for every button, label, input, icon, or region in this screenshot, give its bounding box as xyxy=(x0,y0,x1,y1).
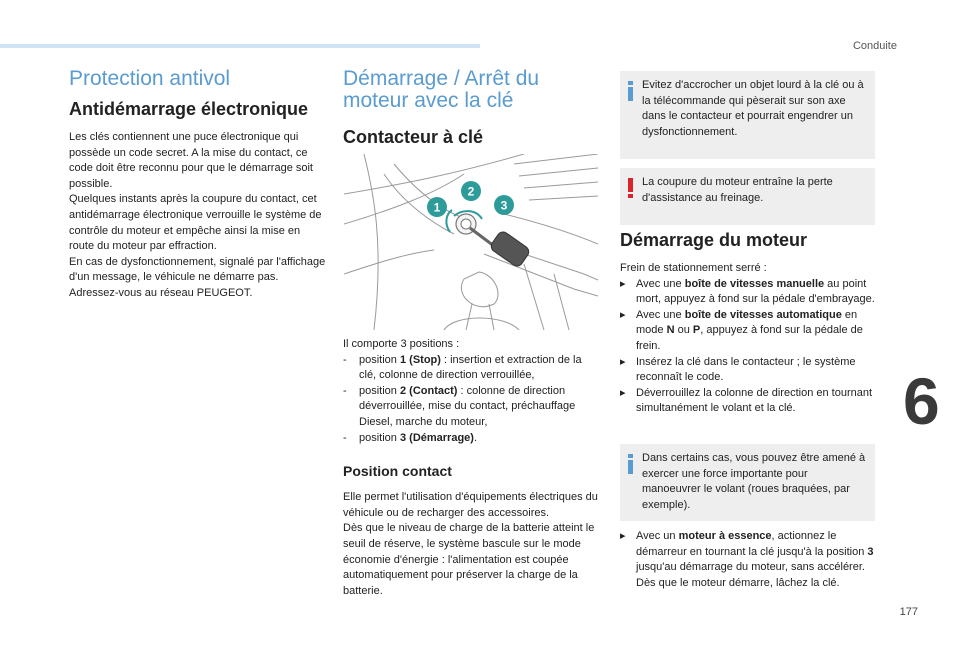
callout-3 xyxy=(494,195,514,215)
list-item xyxy=(620,308,875,355)
item-bold: boîte de vitesses automatique xyxy=(684,308,842,321)
section-label: Conduite xyxy=(852,40,897,52)
dash-marker: - xyxy=(343,431,347,444)
starting-title-line2: moteur avec la clé xyxy=(343,89,514,112)
item-text: jusqu'au démarrage du moteur, sans accélérer. Dès que le moteur démarre, lâchez la clé. xyxy=(636,561,865,589)
item-text: : insertion et extraction de la clé, colonne de direction verrouillée, xyxy=(359,353,582,382)
warning-note-braking xyxy=(620,168,875,225)
item-text: position xyxy=(359,384,400,397)
item-text: ou xyxy=(674,324,693,337)
start-steps xyxy=(620,277,875,417)
start-intro: Frein de stationnement serré : xyxy=(620,262,767,274)
item-bold: 3 (Démarrage) xyxy=(399,431,474,444)
dash-marker: - xyxy=(343,353,347,366)
ignition-drawing xyxy=(344,154,598,330)
arrow-bullet-icon: ▸ xyxy=(620,386,626,399)
positions-list xyxy=(343,353,601,447)
callout-3-label: 3 xyxy=(500,198,508,213)
item-text: au point mort, appuyez à fond sur la pédale d'embrayage. xyxy=(636,277,875,306)
warning-icon xyxy=(628,178,633,198)
item-bold: boîte de vitesses manuelle xyxy=(684,277,825,290)
item-text: , actionnez le démarreur en tournant la clé jusqu'à la position xyxy=(636,530,868,558)
item-text: position xyxy=(359,431,400,444)
item-text: Déverrouillez la colonne de direction en tournant simultanément le volant et la clé. xyxy=(636,386,873,415)
item-bold: P xyxy=(692,324,701,337)
item-bold: 2 (Contact) xyxy=(399,384,458,397)
list-item xyxy=(620,355,875,386)
list-item xyxy=(343,384,601,431)
item-text: position xyxy=(359,353,400,366)
starting-title-line1: Démarrage / Arrêt du xyxy=(343,67,540,90)
item-text: . xyxy=(473,431,478,444)
ignition-illustration xyxy=(344,154,598,330)
info-note-steering xyxy=(620,444,875,521)
ignition-position-body xyxy=(343,490,601,599)
positions-intro: Il comporte 3 positions : xyxy=(343,338,460,350)
column-antitheft xyxy=(69,68,327,302)
item-bold: 3 xyxy=(867,545,874,558)
warning-note-text: La coupure du moteur entraîne la perte d'assistance au freinage. xyxy=(642,176,833,204)
column-starting xyxy=(343,68,601,148)
item-bold: moteur à essence xyxy=(678,530,772,542)
item-text: : colonne de direction déverrouillée, mise du contact, préchauffage Diesel, marche du moteur, xyxy=(359,384,576,428)
engine-start-subtitle: Démarrage du moteur xyxy=(620,230,808,250)
info-icon xyxy=(628,81,633,101)
arrow-bullet-icon: ▸ xyxy=(620,277,626,290)
item-text: Insérez la clé dans le contacteur ; le système reconnaît le code. xyxy=(636,355,856,384)
item-bold: N xyxy=(666,324,675,337)
engine-start-section xyxy=(620,229,875,417)
immobiliser-para: En cas de dysfonctionnement, signalé par l'affichage d'un message, le véhicule ne démarre pas. xyxy=(69,255,326,284)
list-item xyxy=(343,353,601,384)
item-text: , appuyez à fond sur la pédale de frein. xyxy=(636,324,863,352)
arrow-bullet-icon: ▸ xyxy=(620,308,626,321)
petrol-steps xyxy=(620,529,875,591)
page-number: 177 xyxy=(899,606,918,618)
chapter-number: 6 xyxy=(903,364,940,438)
callout-1-label: 1 xyxy=(433,200,441,215)
ignition-position-subtitle: Position contact xyxy=(343,463,452,480)
arrow-bullet-icon: ▸ xyxy=(620,355,626,368)
item-text: Avec une xyxy=(636,308,685,321)
header-rule xyxy=(0,44,480,48)
item-text: Avec une xyxy=(636,277,685,290)
immobiliser-para: Adressez-vous au réseau PEUGEOT. xyxy=(69,286,253,299)
starting-title xyxy=(343,68,601,112)
ignition-para: Dès que le niveau de charge de la batterie atteint le seuil de réserve, le système bascule sur le mode économie d'énergie : l'alimentation est coupée automatiquement pour préserver la charge de la batterie. xyxy=(343,522,595,597)
list-item xyxy=(620,386,875,417)
key-positions xyxy=(343,337,601,599)
immobiliser-body xyxy=(69,130,327,302)
callout-2 xyxy=(461,181,481,201)
item-text: Avec un xyxy=(636,530,679,542)
petrol-start xyxy=(620,529,875,591)
immobiliser-subtitle: Antidémarrage électronique xyxy=(69,99,309,119)
immobiliser-para: Les clés contiennent une puce électronique qui possède un code secret. A la mise du contact, ce code doit être reconnu pour que le démarrage soit possible. xyxy=(69,131,313,190)
antitheft-title: Protection antivol xyxy=(69,67,231,90)
info-note-text: Evitez d'accrocher un objet lourd à la clé ou à la télécommande qui pèserait sur son axe dans le contacteur et pourrait engendrer un dysfonctionnement. xyxy=(642,79,864,138)
info-note-text: Dans certains cas, vous pouvez être amené à exercer une force importante pour manoeuvrer le volant (roues braquées, par exemple). xyxy=(642,452,866,511)
list-item xyxy=(343,431,601,447)
info-icon xyxy=(628,454,633,474)
info-note-key xyxy=(620,71,875,159)
callout-1 xyxy=(427,197,447,217)
dash-marker: - xyxy=(343,384,347,397)
immobiliser-para: Quelques instants après la coupure du contact, cet antidémarrage électronique verrouille le système de contrôle du moteur et empêche ainsi la mise en route du moteur par effraction. xyxy=(69,193,322,253)
item-text: en mode xyxy=(636,308,858,337)
list-item xyxy=(620,529,875,591)
list-item xyxy=(620,277,875,308)
arrow-bullet-icon: ▸ xyxy=(620,530,626,542)
ignition-para: Elle permet l'utilisation d'équipements électriques du véhicule ou de recharger des accessoires. xyxy=(343,491,598,519)
item-bold: 1 (Stop) xyxy=(399,353,441,366)
key-switch-subtitle: Contacteur à clé xyxy=(343,127,484,147)
callout-2-label: 2 xyxy=(467,184,475,199)
